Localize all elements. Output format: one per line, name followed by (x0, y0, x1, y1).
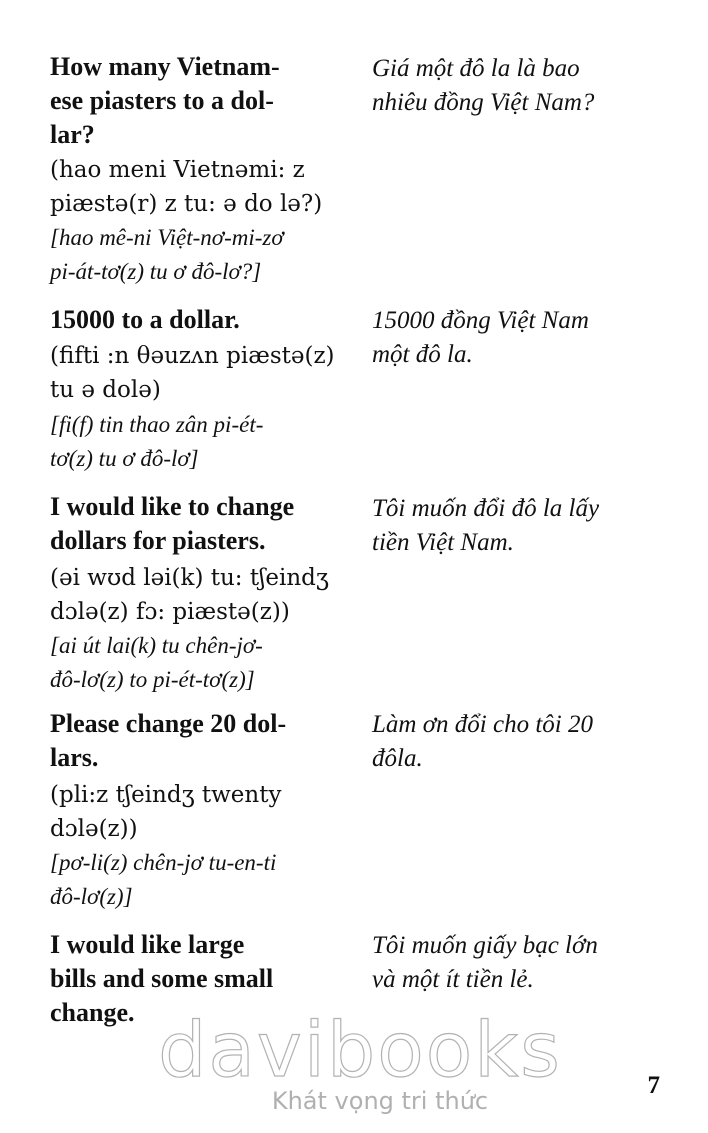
translation-line: một đô la. (372, 341, 473, 368)
vietnamese-pronunciation (50, 221, 340, 289)
vietnamese-translation (372, 52, 662, 120)
translation-line: Tôi muốn đổi đô la lấy (372, 495, 600, 522)
english-line: lar? (50, 120, 95, 149)
english-phrase (50, 303, 340, 337)
english-line: bills and some small (50, 964, 274, 993)
vietnamese-translation (372, 929, 662, 997)
ipa-line: (hao meni Vietnəmi: z (50, 157, 305, 183)
english-line: How many Vietnam- (50, 52, 280, 81)
vietnamese-translation (372, 304, 662, 372)
english-line: I would like to change (50, 492, 295, 521)
pronunciation-line: đô-lơ(z)] (50, 884, 133, 909)
watermark-logo (150, 1005, 570, 1115)
pronunciation-line: [ai út lai(k) tu chên-jơ- (50, 633, 263, 658)
english-line: I would like large (50, 930, 245, 959)
ipa-line: (pli:z tʃeindʒ twenty (50, 782, 282, 808)
watermark-brand: davibooks (158, 1005, 562, 1094)
translation-line: tiền Việt Nam. (372, 529, 514, 556)
english-phrase (50, 490, 340, 558)
english-phrase (50, 50, 340, 152)
watermark-tagline: Khát vọng tri thức (271, 1087, 489, 1115)
pronunciation-line: tơ(z) tu ơ đô-lơ] (50, 446, 199, 471)
translation-line: Làm ơn đổi cho tôi 20 (372, 711, 593, 738)
translation-line: 15000 đồng Việt Nam (372, 307, 589, 334)
vietnamese-translation (372, 492, 662, 560)
pronunciation-line: [hao mê-ni Việt-nơ-mi-zơ (50, 225, 284, 250)
translation-line: nhiêu đồng Việt Nam? (372, 89, 595, 116)
ipa-transcription (50, 778, 340, 846)
english-line: lars. (50, 743, 99, 772)
vietnamese-translation (372, 708, 662, 776)
english-line: Please change 20 dol- (50, 709, 287, 738)
vietnamese-pronunciation (50, 629, 340, 697)
ipa-line: (əi wʊd ləi(k) tu: tʃeindʒ (50, 565, 329, 591)
translation-line: và một ít tiền lẻ. (372, 966, 534, 993)
pronunciation-line: [pơ-li(z) chên-jơ tu-en-ti (50, 850, 277, 875)
ipa-line: piæstə(r) z tu: ə do lə?) (50, 191, 323, 217)
english-line: dollars for piasters. (50, 526, 266, 555)
english-line: 15000 to a dollar. (50, 305, 240, 334)
english-phrase (50, 707, 340, 775)
translation-line: đôla. (372, 745, 423, 772)
translation-line: Tôi muốn giấy bạc lớn (372, 932, 598, 959)
ipa-line: dɔlə(z)) (50, 816, 138, 842)
ipa-line: dɔlə(z) fɔ: piæstə(z)) (50, 599, 290, 625)
english-line: change. (50, 998, 135, 1027)
vietnamese-pronunciation (50, 408, 340, 476)
ipa-transcription (50, 561, 340, 629)
ipa-line: tu ə dolə) (50, 377, 161, 403)
pronunciation-line: đô-lơ(z) to pi-ét-tơ(z)] (50, 667, 255, 692)
pronunciation-line: [fi(f) tin thao zân pi-ét- (50, 412, 264, 437)
pronunciation-line: pi-át-tơ(z) tu ơ đô-lơ?] (50, 259, 262, 284)
translation-line: Giá một đô la là bao (372, 55, 580, 82)
ipa-line: (fifti :n θəuzʌn piæstə(z) (50, 343, 335, 369)
ipa-transcription (50, 153, 340, 221)
ipa-transcription (50, 339, 340, 407)
english-line: ese piasters to a dol- (50, 86, 274, 115)
vietnamese-pronunciation (50, 846, 340, 914)
page-number: 7 (647, 1072, 660, 1099)
